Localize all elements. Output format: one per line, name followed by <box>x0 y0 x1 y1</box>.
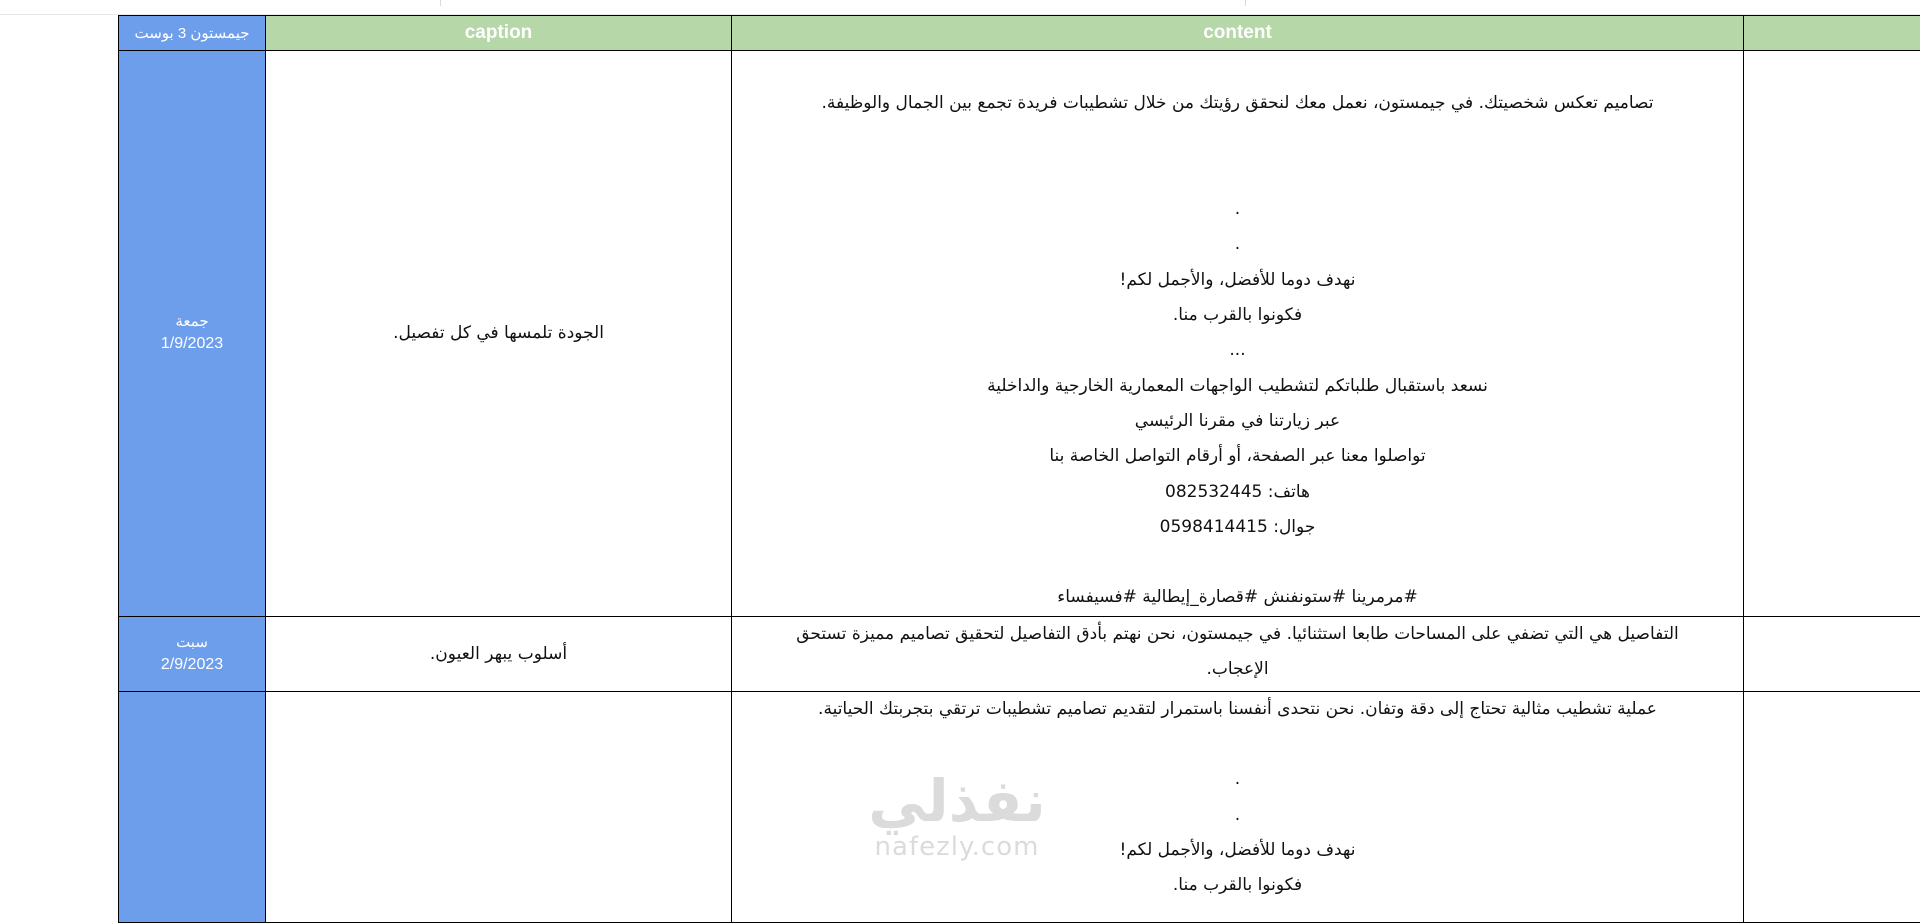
content-line: جوال: 0598414415 <box>732 510 1743 545</box>
watermark-latin-text: nafezly.com <box>852 832 1062 862</box>
extra-cell[interactable] <box>1744 616 1920 691</box>
watermark-arabic-text: نفذلي <box>852 770 1062 832</box>
header-row <box>119 16 1920 51</box>
content-cell[interactable] <box>732 691 1744 922</box>
caption-cell[interactable]: أسلوب يبهر العيون. <box>266 616 732 691</box>
content-line: #مرمرينا #ستونفنش #قصارة_إيطالية #فسيفساء <box>732 580 1743 615</box>
content-line: فكونوا بالقرب منا. <box>732 298 1743 333</box>
table-row <box>119 51 1920 617</box>
content-line: . <box>732 192 1743 227</box>
day-label: جمعة <box>119 311 265 333</box>
content-line: التفاصيل هي التي تضفي على المساحات طابعا استثنائيا. في جيمستون، نحن نهتم بأدق التفاصيل لتحقيق تصاميم مميزة تستحق <box>732 617 1743 652</box>
content-line: عملية تشطيب مثالية تحتاج إلى دقة وتفان. نحن نتحدى أنفسنا باستمرار لتقديم تصاميم تشطيبات ترتقي بتجربتك الحياتية. <box>732 692 1743 727</box>
content-line: نهدف دوما للأفضل، والأجمل لكم! <box>732 833 1743 868</box>
content-line <box>732 545 1743 580</box>
content-line: ... <box>732 333 1743 368</box>
date-cell[interactable] <box>119 691 266 922</box>
content-line: تصاميم تعكس شخصيتك. في جيمستون، نعمل معك لنحقق رؤيتك من خلال تشطيبات فريدة تجمع بين الجمال والوظيفة. <box>732 86 1743 121</box>
extra-column-header[interactable] <box>1744 16 1920 51</box>
caption-cell[interactable] <box>266 691 732 922</box>
day-label: سبت <box>119 632 265 654</box>
column-divider <box>1245 0 1246 6</box>
content-line <box>732 51 1743 86</box>
table-row <box>119 691 1920 922</box>
content-line: هاتف: 082532445 <box>732 475 1743 510</box>
caption-column-header[interactable]: caption <box>266 16 732 51</box>
content-line: . <box>732 762 1743 797</box>
content-line: فكونوا بالقرب منا. <box>732 868 1743 903</box>
content-cell[interactable] <box>732 51 1744 617</box>
content-line <box>732 157 1743 192</box>
date-cell[interactable] <box>119 616 266 691</box>
content-cell[interactable] <box>732 616 1744 691</box>
caption-cell[interactable]: الجودة تلمسها في كل تفصيل. <box>266 51 732 617</box>
date-column-header[interactable]: جيمستون 3 بوست <box>119 16 266 51</box>
table-row <box>119 616 1920 691</box>
content-plan-table <box>118 15 1920 923</box>
content-line: عبر زيارتنا في مقرنا الرئيسي <box>732 404 1743 439</box>
content-column-header[interactable]: content <box>732 16 1744 51</box>
date-label: 2/9/2023 <box>119 654 265 676</box>
content-line: . <box>732 798 1743 833</box>
content-line <box>732 122 1743 157</box>
content-line: تواصلوا معنا عبر الصفحة، أو أرقام التواصل الخاصة بنا <box>732 439 1743 474</box>
sheet-top-edge <box>0 0 1920 15</box>
column-divider <box>440 0 441 6</box>
extra-cell[interactable] <box>1744 51 1920 617</box>
content-line: الإعجاب. <box>732 652 1743 687</box>
content-line: نهدف دوما للأفضل، والأجمل لكم! <box>732 263 1743 298</box>
extra-cell[interactable] <box>1744 691 1920 922</box>
content-line: . <box>732 227 1743 262</box>
content-line <box>732 727 1743 762</box>
date-label: 1/9/2023 <box>119 333 265 355</box>
content-line: نسعد باستقبال طلباتكم لتشطيب الواجهات المعمارية الخارجية والداخلية <box>732 369 1743 404</box>
date-cell[interactable] <box>119 51 266 617</box>
